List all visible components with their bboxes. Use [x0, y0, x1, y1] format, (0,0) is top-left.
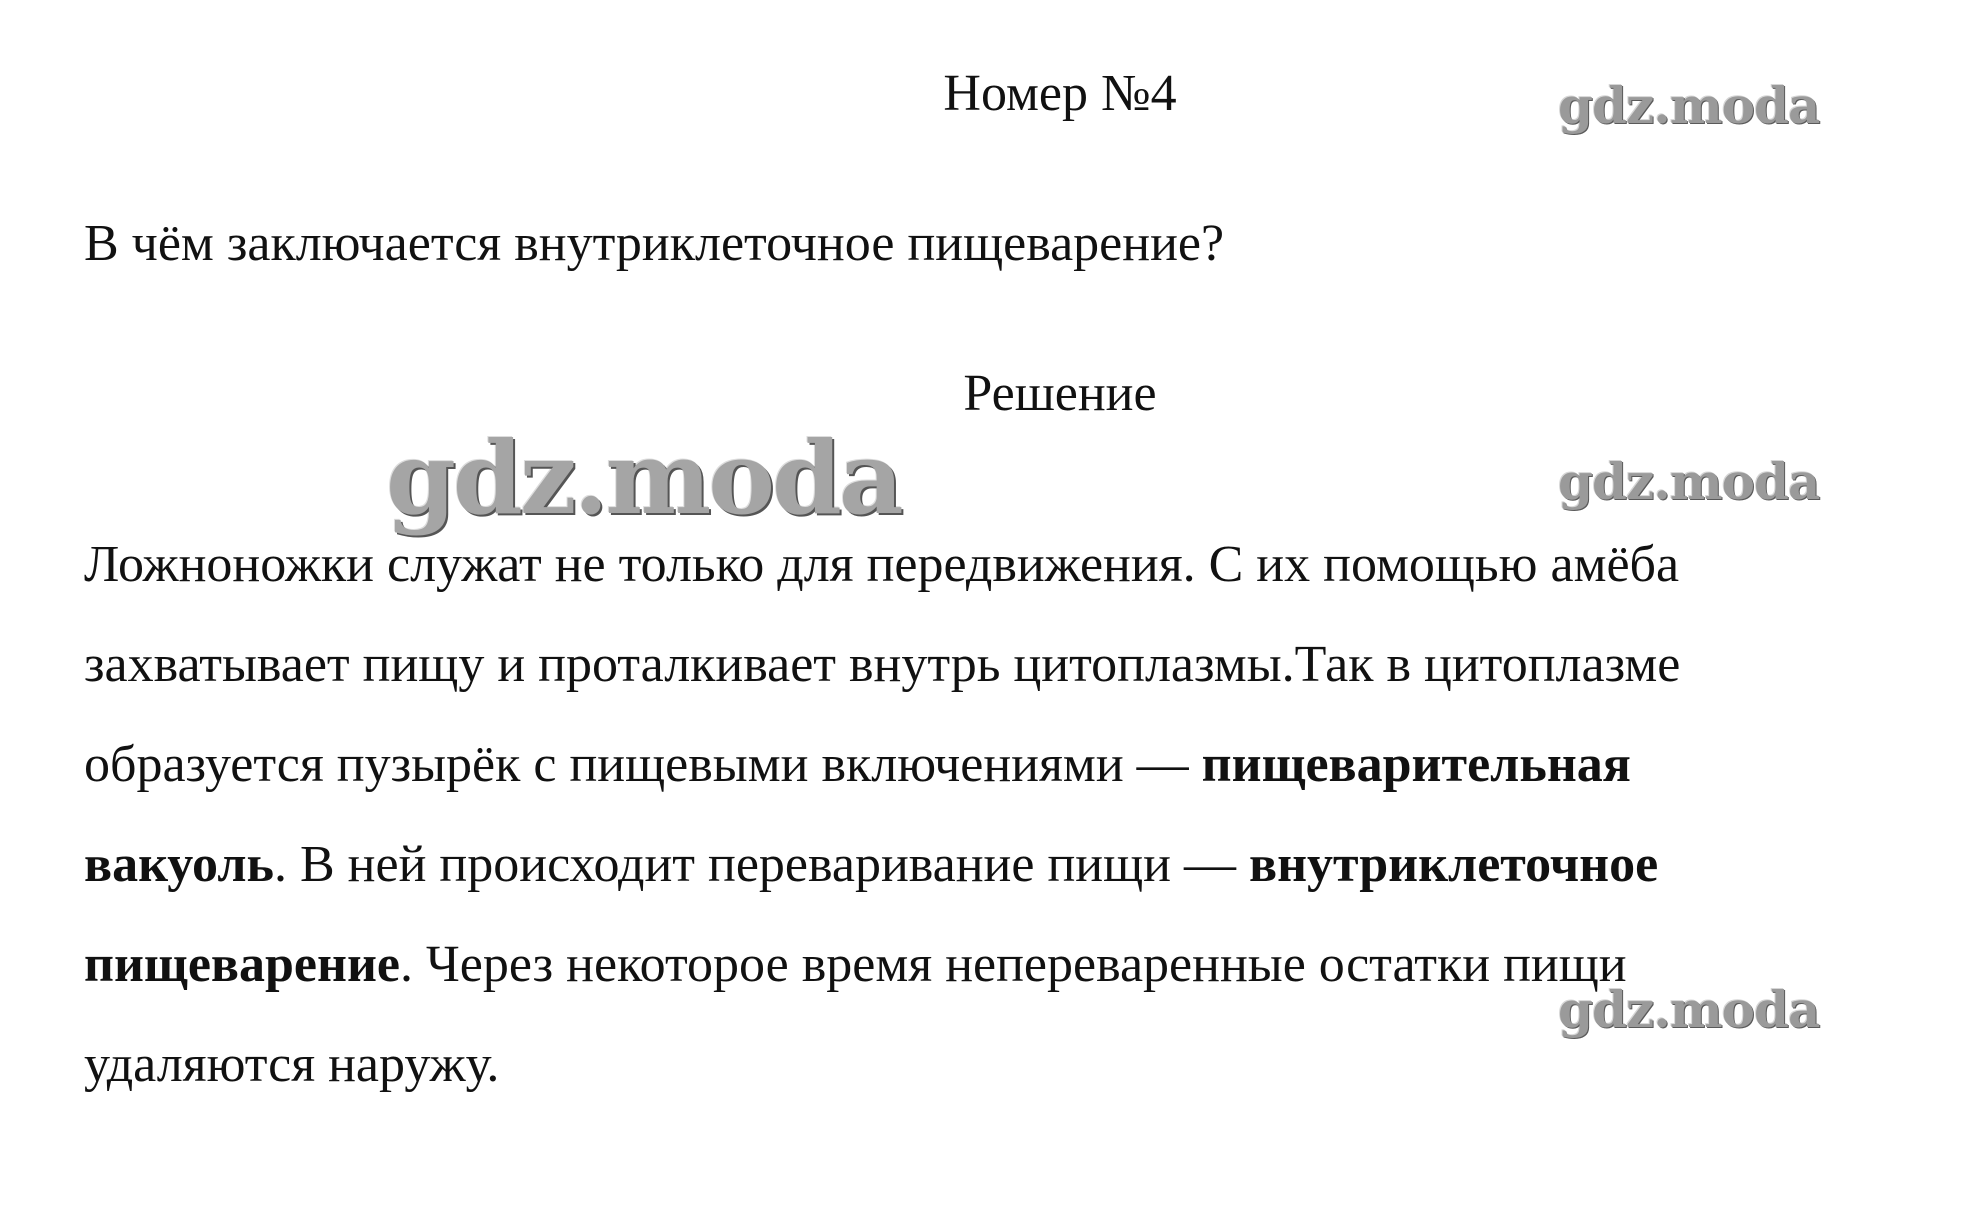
solution-line-text: образуется пузырёк с пищевыми включениями —: [84, 736, 1202, 793]
watermark-middle-right: gdz.moda: [1558, 452, 1820, 511]
watermark-bottom-right: gdz.moda: [1558, 980, 1820, 1039]
question-text: В чём заключается внутриклеточное пищеварение?: [84, 215, 1225, 272]
solution-line-text: . Через некоторое время непереваренные остатки пищи: [400, 936, 1627, 993]
watermark-top-right: gdz.moda: [1558, 76, 1820, 135]
solution-line: захватывает пищу и проталкивает внутрь цитоплазмы.Так в цитоплазме: [84, 636, 1681, 693]
solution-line: [84, 815, 1954, 915]
watermark-large: gdz.moda: [386, 419, 901, 537]
solution-line: Ложноножки служат не только для передвижения. С их помощью амёба: [84, 536, 1680, 593]
term-intracellular: внутриклеточное: [1248, 836, 1659, 893]
solution-heading: Решение: [963, 365, 1157, 422]
solution-line: удаляются наружу.: [84, 1036, 500, 1093]
page-title: Номер №4: [943, 65, 1177, 122]
solution-line: [84, 715, 1954, 815]
term-digestion: пищеварение: [84, 936, 400, 993]
term-digestive-vacuole: пищеварительная: [1201, 736, 1631, 793]
term-vacuole: вакуоль: [84, 836, 274, 893]
solution-line-text: . В ней происходит переваривание пищи —: [274, 836, 1249, 893]
